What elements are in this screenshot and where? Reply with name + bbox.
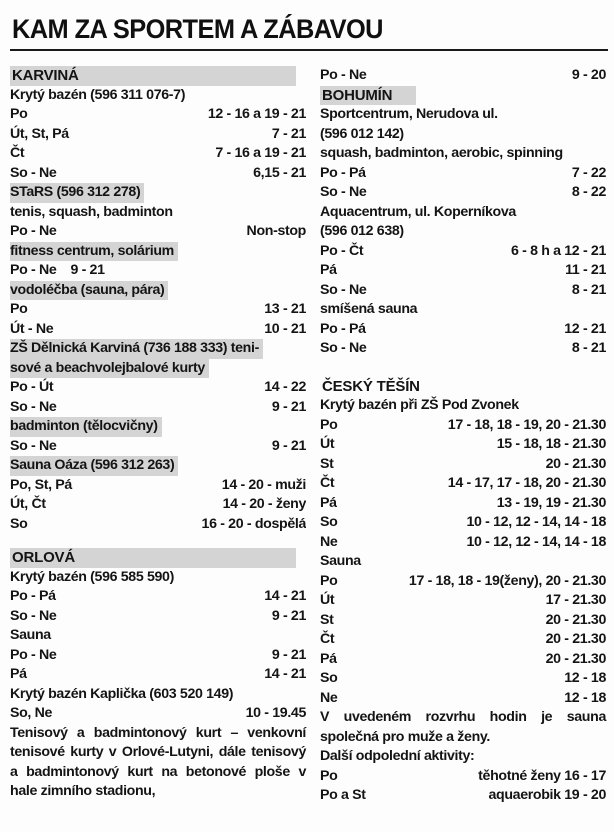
schedule-hours: 10 - 12, 12 - 14, 14 - 18 bbox=[466, 533, 606, 550]
schedule-day: Ne bbox=[320, 533, 338, 550]
schedule-row bbox=[10, 646, 306, 666]
schedule-hours: 11 - 21 bbox=[565, 262, 606, 278]
schedule-day: So - Ne bbox=[10, 437, 57, 454]
schedule-day: Po bbox=[320, 572, 338, 589]
venue-heading bbox=[10, 359, 306, 379]
venue-heading bbox=[320, 144, 606, 164]
schedule-hours: 7 - 16 a 19 - 21 bbox=[215, 145, 306, 161]
venue-heading bbox=[10, 417, 306, 437]
schedule-row bbox=[320, 416, 606, 436]
schedule-day: Čt bbox=[320, 475, 335, 491]
schedule-day: Po a St bbox=[320, 787, 366, 803]
schedule-hours: 14 - 21 bbox=[264, 666, 306, 682]
schedule-row bbox=[320, 281, 606, 301]
schedule-day: Po - Út bbox=[10, 379, 54, 395]
schedule-hours: 9 - 21 bbox=[271, 646, 306, 663]
schedule-row bbox=[10, 378, 306, 398]
schedule-hours: 15 - 18, 18 - 21.30 bbox=[496, 436, 606, 452]
right-column bbox=[320, 66, 606, 806]
schedule-hours: 8 - 21 bbox=[571, 281, 606, 298]
schedule-karvina-continued bbox=[320, 66, 606, 86]
venue-heading bbox=[10, 242, 306, 262]
venue-heading bbox=[10, 626, 306, 646]
schedule-hours: 8 - 21 bbox=[571, 340, 606, 356]
schedule-hours: 9 - 20 bbox=[571, 67, 606, 83]
schedule-day: Pá bbox=[10, 666, 27, 682]
schedule-row bbox=[10, 398, 306, 418]
schedule-day: So - Ne bbox=[10, 607, 57, 624]
schedule-row bbox=[320, 650, 606, 670]
schedule-row bbox=[10, 222, 306, 242]
venue-heading bbox=[10, 86, 306, 106]
schedule-row bbox=[10, 261, 306, 281]
schedule-hours: 20 - 21.30 bbox=[545, 650, 606, 667]
schedule-day: Po bbox=[320, 416, 338, 433]
schedule-hours: 17 - 18, 18 - 19, 20 - 21.30 bbox=[447, 416, 606, 433]
schedule-extra-activities bbox=[320, 767, 606, 806]
schedule-row bbox=[10, 515, 306, 535]
schedule-hours: 14 - 22 bbox=[264, 379, 306, 395]
schedule-hours: 16 - 20 - dospělá bbox=[201, 515, 306, 532]
schedule-hours: 14 - 21 bbox=[264, 588, 306, 604]
venue-name-highlight: sové a beachvolejbalové kurty bbox=[10, 359, 209, 379]
venue-name: tenis, squash, badminton bbox=[10, 203, 173, 220]
schedule-row bbox=[320, 66, 606, 86]
section-bohumin bbox=[320, 86, 606, 359]
venue-name: Krytý bazén (596 585 590) bbox=[10, 568, 174, 585]
venue-heading bbox=[320, 125, 606, 145]
venue-heading bbox=[10, 568, 306, 588]
schedule-row bbox=[10, 320, 306, 340]
schedule-row bbox=[320, 611, 606, 631]
schedule-day: Po - Pá bbox=[10, 588, 56, 604]
schedule-hours: 8 - 22 bbox=[571, 184, 606, 200]
city-heading-karvina: KARVINÁ bbox=[10, 66, 296, 86]
schedule-hours: 9 - 21 bbox=[271, 398, 306, 415]
venue-name: squash, badminton, aerobic, spinning bbox=[320, 145, 563, 161]
venue-name-highlight: badminton (tělocvičny) bbox=[10, 417, 162, 437]
schedule-row bbox=[320, 786, 606, 806]
venue-heading bbox=[320, 552, 606, 572]
schedule-row bbox=[320, 339, 606, 359]
schedule-hours: 14 - 20 - ženy bbox=[222, 496, 306, 512]
schedule-hours: Non-stop bbox=[246, 223, 306, 239]
venue-heading bbox=[10, 456, 306, 476]
schedule-day: Po, St, Pá bbox=[10, 476, 72, 493]
schedule-row bbox=[10, 476, 306, 496]
schedule-day: Út, St, Pá bbox=[10, 125, 69, 142]
venue-heading bbox=[320, 222, 606, 242]
schedule-hours: 10 - 19.45 bbox=[245, 705, 306, 721]
page-title: KAM ZA SPORTEM A ZÁBAVOU bbox=[12, 14, 383, 44]
extra-activities-title-text: Další odpolední aktivity: bbox=[320, 748, 475, 764]
schedule-row bbox=[10, 300, 306, 320]
schedule-day: Po - Pá bbox=[320, 164, 366, 181]
schedule-hours: 12 - 16 a 19 - 21 bbox=[207, 106, 306, 122]
schedule-hours: 9 - 21 bbox=[271, 437, 306, 454]
venue-name: Sauna bbox=[320, 553, 361, 569]
venue-heading bbox=[10, 203, 306, 223]
schedule-day: Po - Ne bbox=[10, 646, 57, 663]
section-karvina bbox=[10, 66, 306, 534]
schedule-day: So bbox=[320, 670, 338, 686]
schedule-day: Út bbox=[320, 436, 335, 452]
schedule-day: Po - Pá bbox=[320, 320, 366, 337]
schedule-day: So bbox=[320, 514, 338, 530]
schedule-row bbox=[320, 242, 606, 262]
schedule-row bbox=[320, 533, 606, 553]
schedule-day: So - Ne bbox=[10, 164, 57, 181]
schedule-row bbox=[320, 689, 606, 709]
venue-name-highlight: STaRS (596 312 278) bbox=[10, 183, 144, 203]
schedule-hours: 20 - 21.30 bbox=[545, 455, 606, 472]
schedule-hours: 17 - 18, 18 - 19(ženy), 20 - 21.30 bbox=[408, 572, 606, 589]
schedule-hours: 10 - 12, 12 - 14, 14 - 18 bbox=[466, 514, 606, 530]
schedule-hours: 13 - 19, 19 - 21.30 bbox=[496, 494, 606, 511]
schedule-row bbox=[10, 495, 306, 515]
venue-name: (596 012 638) bbox=[320, 223, 404, 239]
schedule-row bbox=[10, 144, 306, 164]
schedule-day: So - Ne bbox=[10, 398, 57, 415]
note-cesky-tesin: V uvedeném rozvrhu hodin je sauna společná pro muže a ženy. bbox=[320, 709, 606, 745]
schedule-hours: 12 - 18 bbox=[564, 689, 606, 706]
schedule-row bbox=[320, 494, 606, 514]
schedule-hours: 6 - 8 h a 12 - 21 bbox=[511, 242, 606, 259]
schedule-hours: 20 - 21.30 bbox=[545, 631, 606, 647]
schedule-day: St bbox=[320, 611, 334, 628]
schedule-row bbox=[10, 665, 306, 685]
venue-name: (596 012 142) bbox=[320, 125, 404, 142]
schedule-row bbox=[320, 435, 606, 455]
schedule-hours: 7 - 21 bbox=[271, 125, 306, 142]
venue-name-highlight: fitness centrum, solárium bbox=[10, 242, 178, 262]
section-cesky-tesin bbox=[320, 377, 606, 806]
schedule-row bbox=[320, 767, 606, 787]
note-orlova: Tenisový a badmintonový kurt – venkovní tenisové kurty v Orlové-Lutyni, dále tenisový a badmintonový kurt na betonové ploše v hale zimního stadionu, bbox=[10, 724, 306, 799]
section-karvina-continued bbox=[320, 66, 606, 86]
schedule-hours: 9 - 21 bbox=[271, 607, 306, 624]
schedule-hours: 9 - 21 bbox=[70, 262, 105, 278]
schedule-row bbox=[320, 455, 606, 475]
schedule-hours: 13 - 21 bbox=[264, 301, 306, 317]
schedule-hours: 10 - 21 bbox=[264, 320, 306, 337]
schedule-row bbox=[320, 164, 606, 184]
schedule-day: Čt bbox=[10, 145, 25, 161]
schedule-row bbox=[10, 105, 306, 125]
venue-name: Aquacentrum, ul. Koperníkova bbox=[320, 203, 516, 220]
schedule-hours: těhotné ženy 16 - 17 bbox=[478, 767, 606, 784]
venue-name: Sauna bbox=[10, 627, 51, 643]
venue-name: smíšená sauna bbox=[320, 301, 418, 317]
section-orlova bbox=[10, 548, 306, 802]
schedule-row bbox=[320, 572, 606, 592]
schedule-hours: 14 - 17, 17 - 18, 20 - 21.30 bbox=[447, 475, 606, 491]
venue-heading bbox=[320, 203, 606, 223]
venue-name: Sportcentrum, Nerudova ul. bbox=[320, 106, 498, 122]
schedule-day: Ne bbox=[320, 689, 338, 706]
schedule-hours: 20 - 21.30 bbox=[545, 611, 606, 628]
schedule-hours: 14 - 20 - muži bbox=[221, 476, 306, 493]
schedule-day: Pá bbox=[320, 494, 337, 511]
schedule-cesky-tesin bbox=[320, 396, 606, 708]
schedule-day: Po - Ne bbox=[10, 223, 57, 239]
schedule-row bbox=[320, 320, 606, 340]
venue-heading bbox=[320, 300, 606, 320]
left-column bbox=[10, 66, 306, 802]
schedule-row bbox=[320, 513, 606, 533]
schedule-row bbox=[10, 125, 306, 145]
venue-heading bbox=[10, 281, 306, 301]
venue-heading bbox=[320, 105, 606, 125]
schedule-hours: 7 - 22 bbox=[571, 164, 606, 181]
schedule-day: Út - Ne bbox=[10, 320, 54, 337]
schedule-day: So - Ne bbox=[320, 184, 367, 200]
schedule-hours: 6,15 - 21 bbox=[253, 164, 306, 181]
schedule-day: So - Ne bbox=[320, 281, 367, 298]
schedule-hours: aquaerobik 19 - 20 bbox=[488, 787, 606, 803]
schedule-row bbox=[320, 591, 606, 611]
venue-name-highlight: vodoléčba (sauna, pára) bbox=[10, 281, 168, 301]
venue-name-highlight: ZŠ Dělnická Karviná (736 188 333) teni- bbox=[10, 339, 263, 359]
schedule-row bbox=[320, 669, 606, 689]
schedule-day: Po - Ne bbox=[320, 67, 367, 83]
venue-name: Krytý bazén (596 311 076-7) bbox=[10, 86, 186, 103]
schedule-day: Pá bbox=[320, 650, 337, 667]
schedule-day: Po - Čt bbox=[320, 242, 364, 259]
schedule-day: Po bbox=[10, 106, 28, 122]
schedule-row bbox=[320, 630, 606, 650]
schedule-hours: 17 - 21.30 bbox=[545, 592, 606, 608]
schedule-hours: 12 - 21 bbox=[564, 320, 606, 337]
venue-name: Krytý bazén při ZŠ Pod Zvonek bbox=[320, 397, 519, 413]
schedule-row bbox=[10, 164, 306, 184]
schedule-day: St bbox=[320, 455, 334, 472]
schedule-day: Čt bbox=[320, 631, 335, 647]
schedule-row bbox=[10, 587, 306, 607]
schedule-day: Út, Čt bbox=[10, 496, 46, 512]
extra-activities-title bbox=[320, 747, 606, 767]
venue-heading bbox=[320, 396, 606, 416]
city-heading-cesky-tesin: ČESKÝ TĚŠÍN bbox=[322, 377, 420, 395]
schedule-orlova bbox=[10, 568, 306, 724]
venue-heading bbox=[10, 685, 306, 705]
venue-name: Krytý bazén Kaplička (603 520 149) bbox=[10, 685, 234, 702]
schedule-karvina bbox=[10, 86, 306, 535]
schedule-day: Po bbox=[10, 301, 28, 317]
schedule-day: Út bbox=[320, 592, 335, 608]
city-heading-orlova: ORLOVÁ bbox=[10, 548, 296, 568]
schedule-day: Po - Ne bbox=[10, 262, 57, 278]
venue-name-highlight: Sauna Oáza (596 312 263) bbox=[10, 456, 178, 476]
schedule-row bbox=[320, 261, 606, 281]
schedule-row bbox=[10, 437, 306, 457]
schedule-day: So bbox=[10, 515, 28, 532]
city-heading-bohumin: BOHUMÍN bbox=[320, 86, 416, 106]
schedule-row bbox=[10, 607, 306, 627]
schedule-day: Pá bbox=[320, 262, 337, 278]
schedule-day: So - Ne bbox=[320, 340, 367, 356]
schedule-row bbox=[320, 183, 606, 203]
schedule-day: So, Ne bbox=[10, 705, 53, 721]
schedule-row bbox=[320, 474, 606, 494]
schedule-hours: 12 - 18 bbox=[564, 670, 606, 686]
title-rule bbox=[10, 49, 608, 51]
schedule-day: Po bbox=[320, 767, 338, 784]
venue-heading bbox=[10, 183, 306, 203]
schedule-row bbox=[10, 704, 306, 724]
schedule-bohumin bbox=[320, 105, 606, 359]
venue-heading bbox=[10, 339, 306, 359]
